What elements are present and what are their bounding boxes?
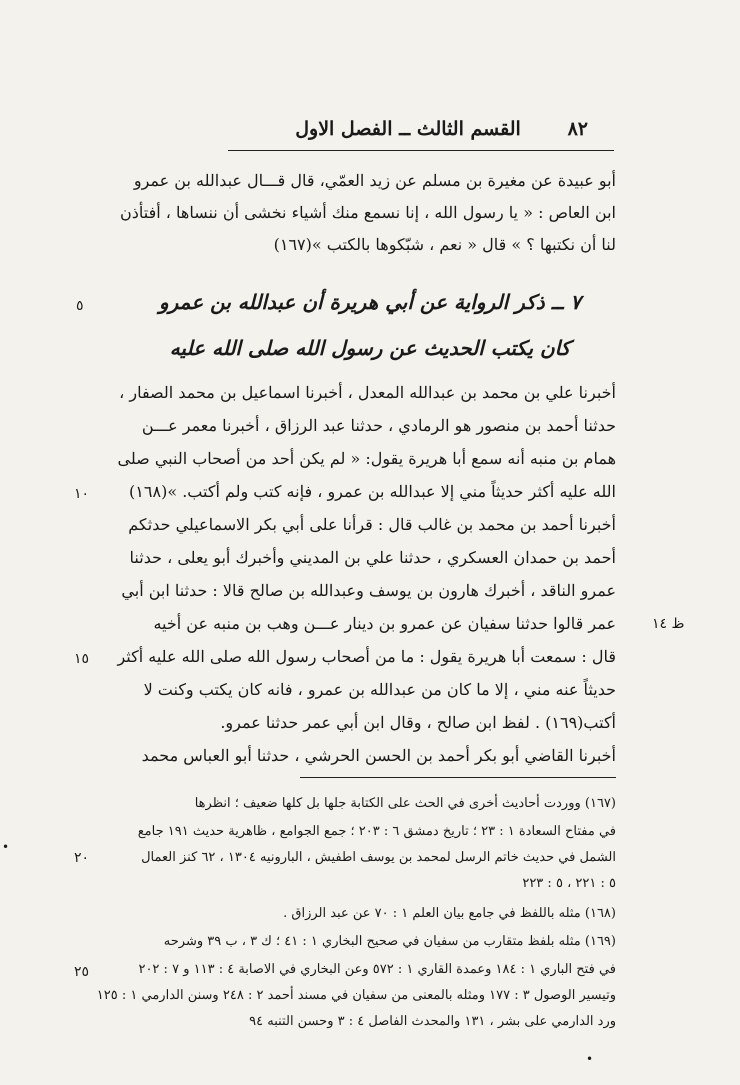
footnote-line: الشمل في حديث خاتم الرسل لمحمد بن يوسف اطفيش ، البارونيه ١٣٠٤ ، ٦٢ كنز العمال bbox=[141, 850, 616, 865]
body-line: حديثاً عنه مني ، إلا ما كان من عبدالله بن عمرو ، فانه كان يكتب وكنت لا bbox=[143, 680, 616, 699]
page-number: ٨٢ bbox=[567, 118, 588, 140]
footnote-line: (١٦٨) مثله باللفظ في جامع بيان العلم ١ : ٧٠ عن عبد الرزاق . bbox=[283, 906, 616, 921]
page-header bbox=[228, 118, 588, 148]
footnote-rule bbox=[300, 777, 616, 778]
margin-line-number: ١٠ bbox=[74, 486, 90, 502]
footnote-line: وتيسير الوصول ٣ : ١٧٧ ومثله بالمعنى من سفيان في مسند أحمد ٢ : ٢٤٨ وسنن الدارمي ١ : ١٢٥ bbox=[96, 988, 616, 1003]
footnote-line: ٥ : ٢٢١ ، ٥ : ٢٢٣ bbox=[522, 876, 616, 891]
footnote-line: في مفتاح السعادة ١ : ٢٣ ؛ تاريخ دمشق ٦ : ٢٠٣ ؛ جمع الجوامع ، ظاهرية حديث ١٩١ جامع bbox=[137, 824, 616, 839]
footnote-line: في فتح الباري ١ : ١٨٤ وعمدة القاري ١ : ٥٧٢ وعن البخاري في الاصابة ٤ : ١١٣ و ٧ : ٢٠٢ bbox=[138, 962, 616, 977]
margin-line-number: ٥ bbox=[76, 298, 84, 314]
running-title: القسم الثالث ــ الفصل الاول bbox=[295, 118, 521, 140]
header-rule bbox=[228, 150, 614, 151]
body-line: أكتب(١٦٩) . لفظ ابن صالح ، وقال ابن أبي عمر حدثنا عمرو. bbox=[220, 713, 616, 732]
body-line: عمرو الناقد ، أخبرك هارون بن يوسف وعبدالله بن صالح قالا : حدثنا ابن أبي bbox=[121, 581, 616, 600]
section-heading-line-1 bbox=[150, 290, 590, 314]
margin-line-number: ١٥ bbox=[74, 651, 90, 667]
folio-marker: ظ ١٤ bbox=[652, 616, 685, 632]
body-line: قال : سمعت أبا هريرة يقول : ما من أصحاب رسول الله صلى الله عليه أكثر bbox=[117, 647, 616, 666]
margin-line-number: ٢٠ bbox=[74, 850, 90, 866]
margin-line-number: ٢٥ bbox=[74, 964, 90, 980]
section-title-text: ــ ذكر الرواية عن أبي هريرة أن عبدالله بن عمرو bbox=[158, 290, 564, 314]
edge-mark-icon: • bbox=[2, 840, 10, 854]
body-line: همام بن منبه أنه سمع أبا هريرة يقول: « لم يكن أحد من أصحاب النبي صلى bbox=[117, 449, 616, 468]
body-line: الله عليه أكثر حديثاً مني إلا عبدالله بن عمرو ، فإنه كتب ولم أكتب. »(١٦٨) bbox=[129, 482, 616, 501]
intro-line: أبو عبيدة عن مغيرة بن مسلم عن زيد العمّي، قال قـــال عبدالله بن عمرو bbox=[133, 171, 616, 190]
footnote-line: (١٦٩) مثله بلفظ متقارب من سفيان في صحيح البخاري ١ : ٤١ ؛ ك ٣ ، ب ٣٩ وشرحه bbox=[163, 934, 616, 949]
section-heading-line-2: كان يكتب الحديث عن رسول الله صلى الله عليه bbox=[169, 336, 571, 360]
footnote-line: ورد الدارمي على بشر ، ١٣١ والمحدث الفاصل ٤ : ٣ وحسن التنبه ٩٤ bbox=[249, 1014, 616, 1029]
body-line: أخبرنا القاضي أبو بكر أحمد بن الحسن الحرشي ، حدثنا أبو العباس محمد bbox=[141, 746, 616, 765]
body-line: عمر قالوا حدثنا سفيان عن عمرو بن دينار عـــن وهب بن منبه عن أخيه bbox=[153, 614, 616, 633]
footnote-line: (١٦٧) ووردت أحاديث أخرى في الحث على الكتابة جلها بل كلها ضعيف ؛ انظرها bbox=[194, 796, 616, 811]
intro-line: لنا أن نكتبها ؟ » قال « نعم ، شبّكوها بالكتب »(١٦٧) bbox=[273, 235, 616, 254]
body-line: حدثنا أحمد بن منصور هو الرمادي ، حدثنا عبد الرزاق ، أخبرنا معمر عـــن bbox=[141, 416, 616, 435]
body-line: أخبرنا أحمد بن محمد بن غالب قال : قرأنا على أبي بكر الاسماعيلي حدثكم bbox=[128, 515, 616, 534]
body-line: أخبرنا علي بن محمد بن عبدالله المعدل ، أخبرنا اسماعيل بن محمد الصفار ، bbox=[119, 383, 616, 402]
intro-line: ابن العاص : « يا رسول الله ، إنا نسمع منك أشياء نخشى أن ننساها ، أفتأذن bbox=[120, 203, 616, 222]
body-line: أحمد بن حمدان العسكري ، حدثنا علي بن المديني وأخبرك أبو يعلى ، حدثنا bbox=[129, 548, 616, 567]
section-number: ٧ bbox=[570, 290, 582, 314]
ink-mark-icon: • bbox=[586, 1052, 594, 1066]
